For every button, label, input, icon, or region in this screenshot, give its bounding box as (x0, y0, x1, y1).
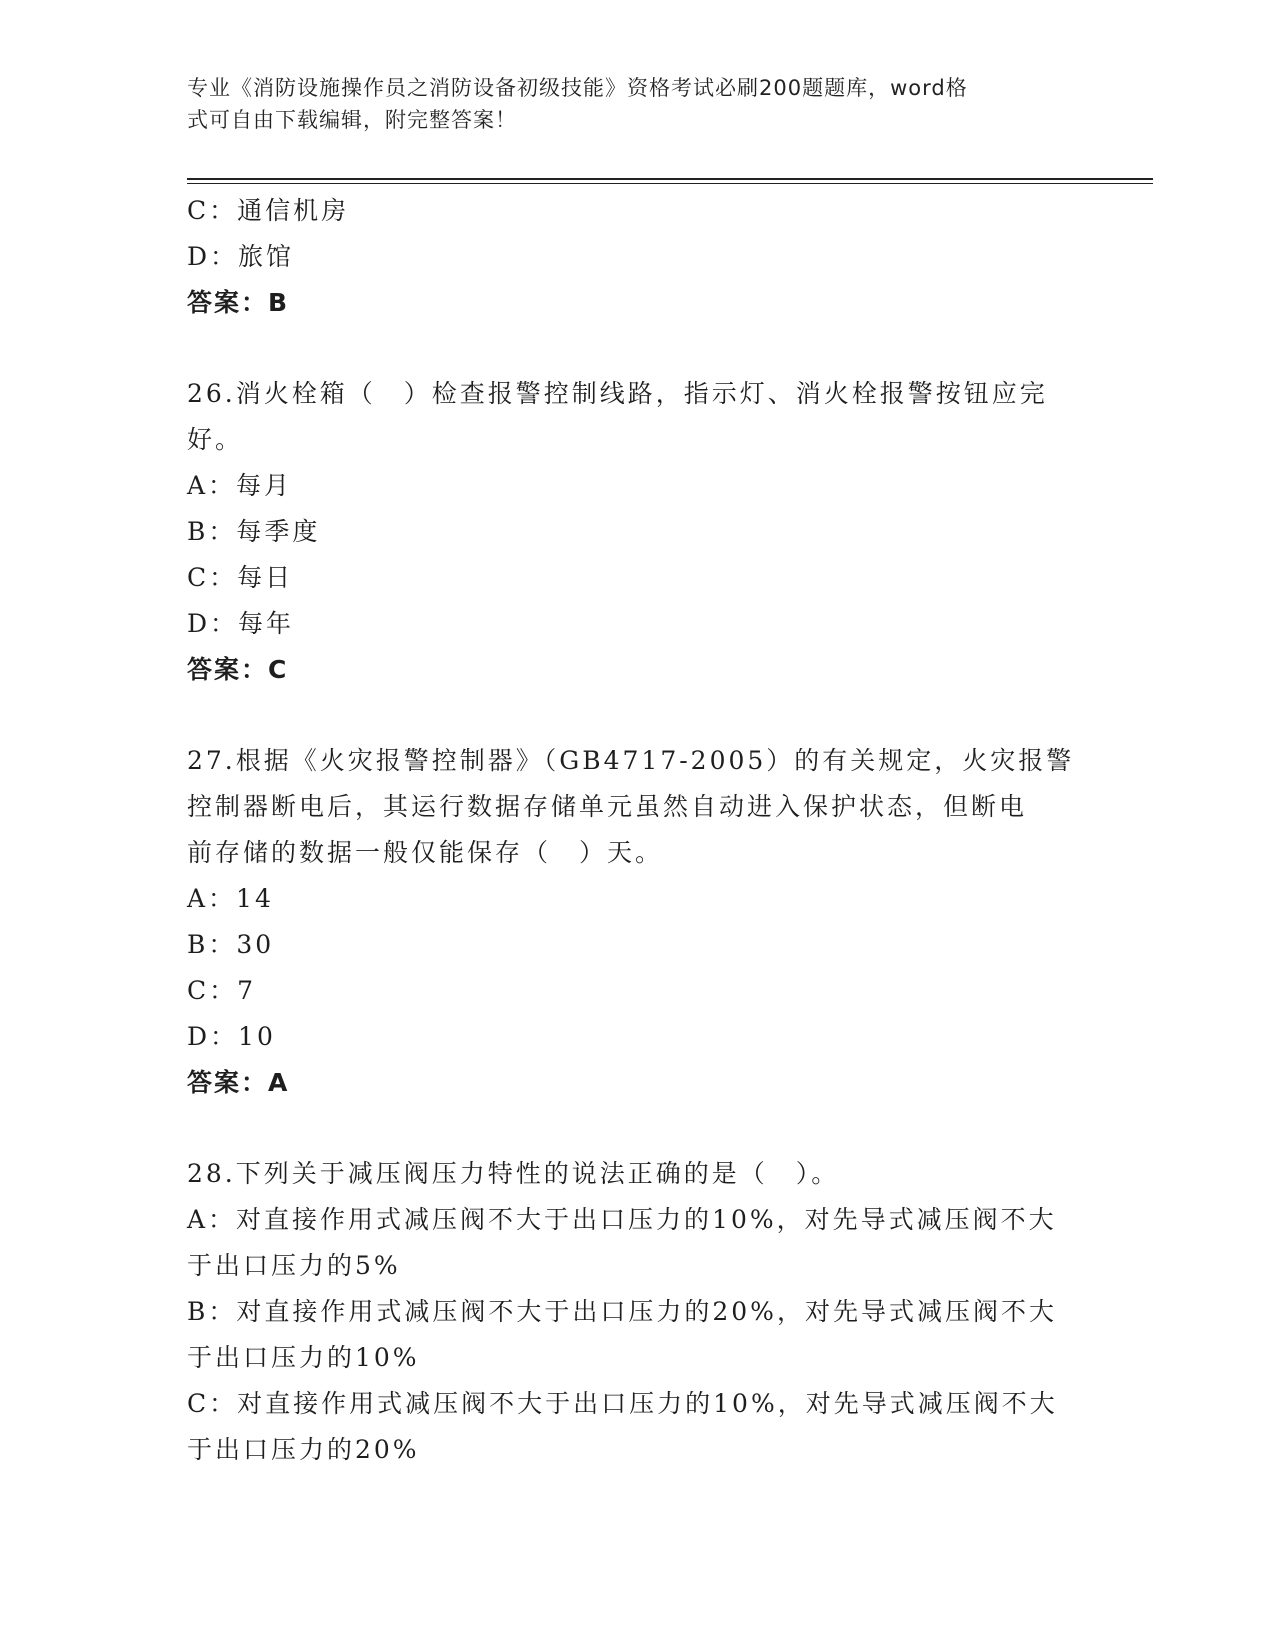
option-c: C：每日 (187, 563, 294, 592)
header-divider (187, 178, 1153, 180)
option-d: D：每年 (187, 609, 295, 638)
page-header (187, 72, 1067, 136)
previous-question-tail (187, 188, 1077, 326)
question-stem: 控制器断电后，其运行数据存储单元虽然自动进入保护状态，但断电 (187, 792, 1028, 821)
question-stem: 好。 (187, 425, 244, 454)
option-b: B：每季度 (187, 517, 321, 546)
option-b-continued: 于出口压力的10% (187, 1343, 420, 1372)
option-b: B：30 (187, 930, 275, 959)
header-line-2: 式可自由下载编辑，附完整答案！ (187, 108, 517, 132)
option-c: C：通信机房 (187, 196, 350, 225)
question-28 (187, 1151, 1077, 1473)
option-a-continued: 于出口压力的5% (187, 1251, 401, 1280)
spacer (187, 326, 1077, 371)
answer-line: 答案：C (187, 655, 289, 684)
question-27 (187, 738, 1077, 1106)
question-stem: 26.消火栓箱（ ）检查报警控制线路，指示灯、消火栓报警按钮应完 (187, 379, 1048, 408)
option-c: C：7 (187, 976, 257, 1005)
option-a: A：对直接作用式减压阀不大于出口压力的10%，对先导式减压阀不大 (187, 1205, 1057, 1234)
option-d: D：旅馆 (187, 242, 295, 271)
header-line-1: 专业《消防设施操作员之消防设备初级技能》资格考试必刷200题题库，word格 (187, 76, 968, 100)
header-divider-thin (187, 183, 1153, 184)
option-b: B：对直接作用式减压阀不大于出口压力的20%，对先导式减压阀不大 (187, 1297, 1057, 1326)
answer-line: 答案：B (187, 288, 290, 317)
spacer (187, 693, 1077, 738)
option-c: C：对直接作用式减压阀不大于出口压力的10%，对先导式减压阀不大 (187, 1389, 1058, 1418)
question-26 (187, 371, 1077, 693)
question-stem: 27.根据《火灾报警控制器》（GB4717-2005）的有关规定，火灾报警 (187, 746, 1075, 775)
question-stem: 28.下列关于减压阀压力特性的说法正确的是（ ）。 (187, 1159, 840, 1188)
option-c-continued: 于出口压力的20% (187, 1435, 420, 1464)
document-body (187, 188, 1077, 1473)
spacer (187, 1106, 1077, 1151)
option-d: D：10 (187, 1022, 276, 1051)
answer-line: 答案：A (187, 1068, 290, 1097)
option-a: A：14 (187, 884, 274, 913)
option-a: A：每月 (187, 471, 293, 500)
question-stem: 前存储的数据一般仅能保存（ ）天。 (187, 838, 664, 867)
